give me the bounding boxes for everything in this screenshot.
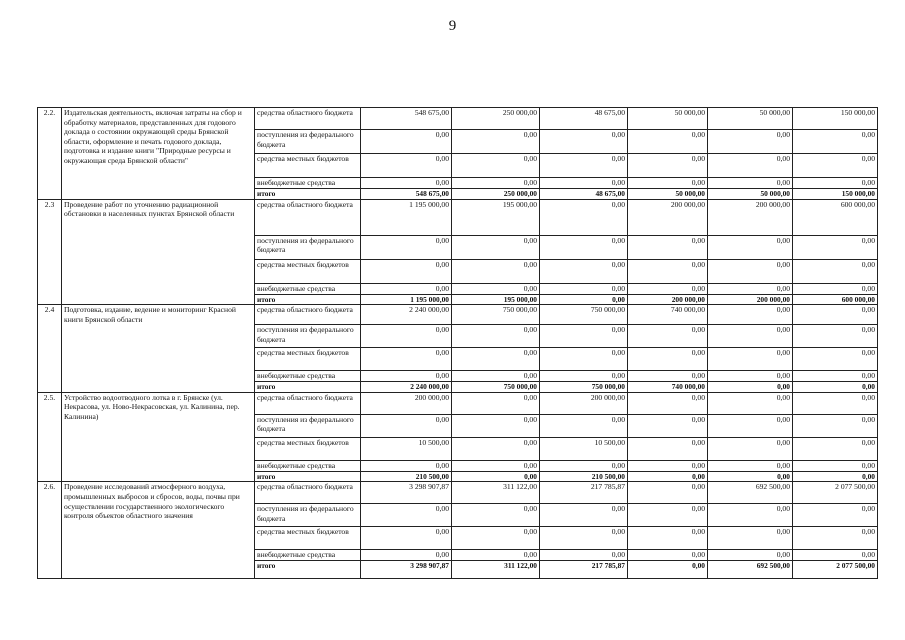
amount-cell: 0,00 (540, 325, 628, 348)
amount-cell: 195 000,00 (452, 294, 540, 305)
amount-cell: 0,00 (708, 550, 793, 561)
amount-cell: 0,00 (708, 371, 793, 382)
amount-cell: 740 000,00 (628, 305, 708, 325)
amount-cell: 0,00 (540, 199, 628, 235)
amount-cell: 200 000,00 (708, 294, 793, 305)
item-number: 2.4 (38, 305, 62, 393)
amount-cell: 0,00 (708, 527, 793, 550)
amount-cell: 0,00 (628, 371, 708, 382)
amount-cell: 0,00 (793, 382, 878, 393)
amount-cell: 0,00 (452, 504, 540, 527)
amount-cell: 0,00 (708, 414, 793, 437)
amount-cell: 750 000,00 (540, 305, 628, 325)
amount-cell: 0,00 (628, 130, 708, 154)
amount-cell: 0,00 (540, 178, 628, 189)
funding-source-label: итого (255, 382, 361, 393)
amount-cell: 50 000,00 (628, 108, 708, 130)
item-description: Издательская деятельность, включая затраты на сбор и обработку материалов, представленных для годового доклада о состоянии окружающей среды Брянской области, оформление и печать годового доклада, подготовка и издание книги "Природные ресурсы и окружающая среда Брянской области" (62, 108, 255, 200)
amount-cell: 0,00 (540, 550, 628, 561)
amount-cell: 0,00 (708, 348, 793, 371)
amount-cell: 0,00 (708, 437, 793, 460)
amount-cell: 0,00 (361, 550, 452, 561)
amount-cell: 0,00 (361, 154, 452, 178)
amount-cell: 0,00 (361, 325, 452, 348)
item-description: Подготовка, издание, ведение и мониторинг Красной книги Брянской области (62, 305, 255, 393)
amount-cell: 0,00 (361, 504, 452, 527)
amount-cell: 0,00 (793, 471, 878, 482)
amount-cell: 0,00 (452, 527, 540, 550)
amount-cell: 50 000,00 (708, 189, 793, 200)
amount-cell: 750 000,00 (452, 305, 540, 325)
amount-cell: 0,00 (361, 259, 452, 283)
amount-cell: 0,00 (540, 294, 628, 305)
amount-cell: 3 298 907,87 (361, 561, 452, 579)
item-description: Проведение исследований атмосферного воздуха, промышленных выбросов и сбросов, воды, почвы при осуществлении государственного экологического контроля объектов областного значения (62, 482, 255, 579)
funding-source-label: средства областного бюджета (255, 199, 361, 235)
amount-cell: 0,00 (628, 283, 708, 294)
funding-source-label: средства местных бюджетов (255, 527, 361, 550)
amount-cell: 0,00 (628, 154, 708, 178)
amount-cell: 0,00 (361, 130, 452, 154)
table-row (38, 305, 878, 325)
amount-cell: 600 000,00 (793, 199, 878, 235)
amount-cell: 200 000,00 (628, 294, 708, 305)
amount-cell: 0,00 (628, 437, 708, 460)
amount-cell: 0,00 (540, 154, 628, 178)
amount-cell: 0,00 (708, 178, 793, 189)
item-number: 2.5. (38, 392, 62, 482)
amount-cell: 0,00 (793, 130, 878, 154)
amount-cell: 0,00 (540, 235, 628, 259)
amount-cell: 0,00 (361, 527, 452, 550)
item-description: Проведение работ по уточнению радиационной обстановки в населенных пунктах Брянской области (62, 199, 255, 305)
amount-cell: 0,00 (708, 154, 793, 178)
amount-cell: 0,00 (452, 325, 540, 348)
amount-cell: 750 000,00 (540, 382, 628, 393)
amount-cell: 0,00 (452, 392, 540, 414)
amount-cell: 0,00 (628, 550, 708, 561)
funding-source-label: средства местных бюджетов (255, 154, 361, 178)
amount-cell: 0,00 (628, 460, 708, 471)
item-number: 2.6. (38, 482, 62, 579)
amount-cell: 0,00 (452, 154, 540, 178)
amount-cell: 250 000,00 (452, 189, 540, 200)
funding-source-label: поступления из федерального бюджета (255, 504, 361, 527)
amount-cell: 0,00 (628, 348, 708, 371)
amount-cell: 150 000,00 (793, 108, 878, 130)
amount-cell: 0,00 (628, 471, 708, 482)
amount-cell: 0,00 (793, 235, 878, 259)
amount-cell: 0,00 (793, 460, 878, 471)
amount-cell: 0,00 (361, 460, 452, 471)
amount-cell: 0,00 (793, 348, 878, 371)
item-description: Устройство водоотводного лотка в г. Брянске (ул. Некрасова, ул. Ново-Некрасовская, ул. Калинина, пер. Калинина) (62, 392, 255, 482)
amount-cell: 692 500,00 (708, 561, 793, 579)
amount-cell: 0,00 (708, 382, 793, 393)
funding-source-label: итого (255, 561, 361, 579)
amount-cell: 0,00 (708, 259, 793, 283)
funding-source-label: средства местных бюджетов (255, 259, 361, 283)
amount-cell: 0,00 (628, 561, 708, 579)
funding-source-label: итого (255, 189, 361, 200)
amount-cell: 0,00 (793, 259, 878, 283)
amount-cell: 200 000,00 (628, 199, 708, 235)
amount-cell: 2 077 500,00 (793, 482, 878, 504)
amount-cell: 0,00 (793, 392, 878, 414)
amount-cell: 0,00 (708, 471, 793, 482)
amount-cell: 0,00 (452, 371, 540, 382)
amount-cell: 1 195 000,00 (361, 199, 452, 235)
amount-cell: 311 122,00 (452, 561, 540, 579)
amount-cell: 0,00 (628, 259, 708, 283)
table-row (38, 482, 878, 504)
amount-cell: 210 500,00 (540, 471, 628, 482)
amount-cell: 10 500,00 (540, 437, 628, 460)
amount-cell: 0,00 (793, 371, 878, 382)
amount-cell: 0,00 (628, 178, 708, 189)
amount-cell: 0,00 (628, 325, 708, 348)
amount-cell: 548 675,00 (361, 108, 452, 130)
amount-cell: 548 675,00 (361, 189, 452, 200)
amount-cell: 0,00 (540, 259, 628, 283)
amount-cell: 0,00 (361, 348, 452, 371)
funding-source-label: средства областного бюджета (255, 305, 361, 325)
amount-cell: 0,00 (452, 259, 540, 283)
amount-cell: 0,00 (452, 437, 540, 460)
funding-source-label: средства областного бюджета (255, 392, 361, 414)
amount-cell: 10 500,00 (361, 437, 452, 460)
funding-source-label: средства областного бюджета (255, 482, 361, 504)
amount-cell: 0,00 (708, 392, 793, 414)
amount-cell: 0,00 (628, 482, 708, 504)
amount-cell: 0,00 (628, 527, 708, 550)
funding-source-label: средства местных бюджетов (255, 437, 361, 460)
amount-cell: 0,00 (361, 178, 452, 189)
amount-cell: 0,00 (540, 130, 628, 154)
amount-cell: 150 000,00 (793, 189, 878, 200)
item-number: 2.3 (38, 199, 62, 305)
amount-cell: 0,00 (452, 414, 540, 437)
amount-cell: 217 785,87 (540, 561, 628, 579)
table-row (38, 108, 878, 130)
table-row (38, 392, 878, 414)
item-number: 2.2. (38, 108, 62, 200)
funding-source-label: итого (255, 294, 361, 305)
amount-cell: 210 500,00 (361, 471, 452, 482)
amount-cell: 0,00 (540, 504, 628, 527)
funding-source-label: поступления из федерального бюджета (255, 235, 361, 259)
amount-cell: 0,00 (452, 550, 540, 561)
amount-cell: 50 000,00 (708, 108, 793, 130)
page-number: 9 (448, 18, 457, 34)
table-row (38, 199, 878, 235)
amount-cell: 0,00 (793, 504, 878, 527)
funding-source-label: внебюджетные средства (255, 550, 361, 561)
amount-cell: 0,00 (452, 471, 540, 482)
amount-cell: 2 240 000,00 (361, 305, 452, 325)
amount-cell: 0,00 (540, 371, 628, 382)
amount-cell: 0,00 (361, 414, 452, 437)
amount-cell: 2 240 000,00 (361, 382, 452, 393)
amount-cell: 750 000,00 (452, 382, 540, 393)
amount-cell: 200 000,00 (708, 199, 793, 235)
amount-cell: 0,00 (708, 235, 793, 259)
funding-source-label: внебюджетные средства (255, 178, 361, 189)
amount-cell: 0,00 (628, 235, 708, 259)
amount-cell: 3 298 907,87 (361, 482, 452, 504)
amount-cell: 0,00 (708, 325, 793, 348)
amount-cell: 0,00 (540, 283, 628, 294)
amount-cell: 0,00 (361, 283, 452, 294)
amount-cell: 0,00 (452, 130, 540, 154)
funding-source-label: средства местных бюджетов (255, 348, 361, 371)
amount-cell: 0,00 (452, 348, 540, 371)
amount-cell: 0,00 (540, 414, 628, 437)
amount-cell: 200 000,00 (361, 392, 452, 414)
amount-cell: 50 000,00 (628, 189, 708, 200)
amount-cell: 0,00 (540, 460, 628, 471)
amount-cell: 0,00 (708, 504, 793, 527)
amount-cell: 0,00 (793, 550, 878, 561)
amount-cell: 311 122,00 (452, 482, 540, 504)
funding-source-label: поступления из федерального бюджета (255, 130, 361, 154)
amount-cell: 0,00 (708, 305, 793, 325)
amount-cell: 0,00 (708, 283, 793, 294)
amount-cell: 0,00 (452, 178, 540, 189)
amount-cell: 0,00 (793, 437, 878, 460)
amount-cell: 250 000,00 (452, 108, 540, 130)
funding-source-label: поступления из федерального бюджета (255, 325, 361, 348)
funding-source-label: итого (255, 471, 361, 482)
amount-cell: 0,00 (628, 414, 708, 437)
amount-cell: 600 000,00 (793, 294, 878, 305)
amount-cell: 0,00 (793, 305, 878, 325)
amount-cell: 0,00 (361, 235, 452, 259)
amount-cell: 195 000,00 (452, 199, 540, 235)
amount-cell: 0,00 (540, 527, 628, 550)
amount-cell: 0,00 (628, 392, 708, 414)
amount-cell: 48 675,00 (540, 108, 628, 130)
funding-source-label: внебюджетные средства (255, 371, 361, 382)
amount-cell: 0,00 (793, 178, 878, 189)
amount-cell: 0,00 (793, 527, 878, 550)
amount-cell: 0,00 (793, 325, 878, 348)
amount-cell: 200 000,00 (540, 392, 628, 414)
amount-cell: 0,00 (361, 371, 452, 382)
amount-cell: 0,00 (452, 283, 540, 294)
funding-source-label: внебюджетные средства (255, 460, 361, 471)
amount-cell: 0,00 (793, 283, 878, 294)
amount-cell: 1 195 000,00 (361, 294, 452, 305)
amount-cell: 48 675,00 (540, 189, 628, 200)
budget-table (37, 107, 878, 579)
amount-cell: 0,00 (452, 460, 540, 471)
amount-cell: 0,00 (452, 235, 540, 259)
amount-cell: 0,00 (628, 504, 708, 527)
amount-cell: 217 785,87 (540, 482, 628, 504)
table-body (38, 108, 878, 579)
amount-cell: 740 000,00 (628, 382, 708, 393)
amount-cell: 0,00 (793, 154, 878, 178)
amount-cell: 0,00 (708, 130, 793, 154)
amount-cell: 0,00 (540, 348, 628, 371)
funding-source-label: внебюджетные средства (255, 283, 361, 294)
amount-cell: 692 500,00 (708, 482, 793, 504)
amount-cell: 0,00 (793, 414, 878, 437)
amount-cell: 0,00 (708, 460, 793, 471)
funding-source-label: поступления из федерального бюджета (255, 414, 361, 437)
funding-source-label: средства областного бюджета (255, 108, 361, 130)
amount-cell: 2 077 500,00 (793, 561, 878, 579)
